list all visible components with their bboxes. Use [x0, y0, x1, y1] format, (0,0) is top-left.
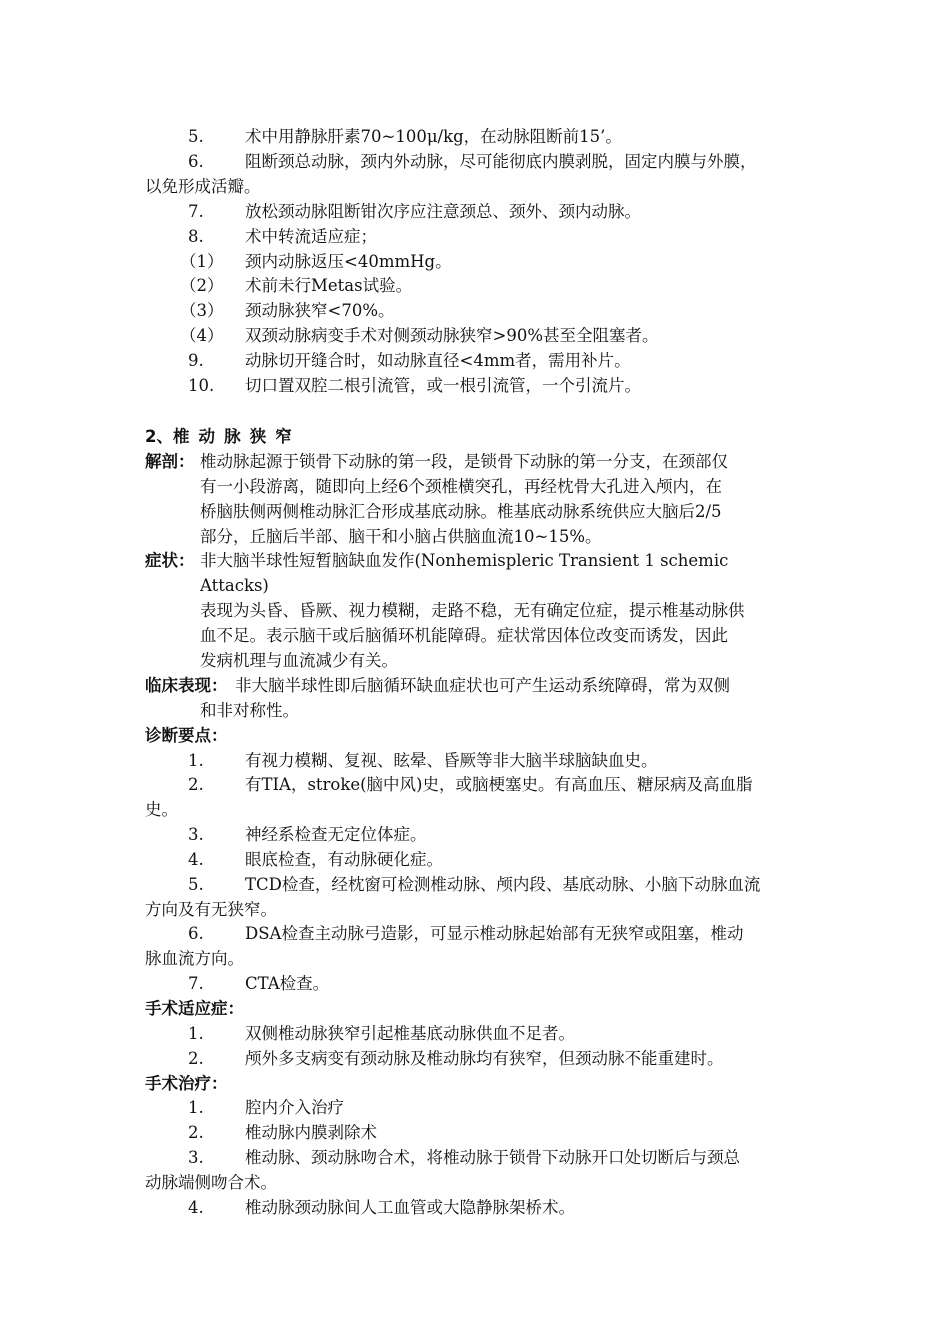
anatomy-text: 椎动脉起源于锁骨下动脉的第一段，是锁骨下动脉的第一分支，在颈部仅: [200, 452, 728, 471]
anatomy-text: 桥脑肤侧两侧椎动脉汇合形成基底动脉。椎基底动脉系统供应大脑后2/5: [200, 502, 722, 521]
sub-item-number: （3）: [180, 301, 224, 320]
section-number: 2、: [145, 427, 173, 446]
list-item-continuation: 史。: [145, 800, 178, 819]
list-item-text: DSA检查主动脉弓造影，可显示椎动脉起始部有无狭窄或阻塞，椎动: [245, 924, 744, 943]
list-item-number: 1.: [188, 751, 204, 770]
list-item-number: 10.: [188, 376, 215, 395]
sub-item-number: （4）: [180, 326, 224, 345]
section-heading: [145, 425, 301, 449]
anatomy-text: 部分，丘脑后半部、脑干和小脑占供脑血流10~15%。: [200, 527, 602, 546]
list-item-text: 神经系检查无定位体症。: [245, 825, 427, 844]
list-item-number: 2.: [188, 1123, 204, 1142]
list-item-continuation: 以免形成活瓣。: [145, 177, 261, 196]
symptoms-label: 症状：: [145, 551, 195, 570]
list-item-number: 4.: [188, 850, 204, 869]
list-item-text: 切口置双腔二根引流管，或一根引流管，一个引流片。: [245, 376, 641, 395]
list-item-text: 阻断颈总动脉，颈内外动脉，尽可能彻底内膜剥脱，固定内膜与外膜，: [245, 152, 757, 171]
sub-item-number: （2）: [180, 276, 224, 295]
list-item-number: 6.: [188, 152, 204, 171]
list-item-number: 7.: [188, 202, 204, 221]
list-item-text: 颅外多支病变有颈动脉及椎动脉均有狭窄，但颈动脉不能重建时。: [245, 1049, 724, 1068]
list-item-number: 3.: [188, 825, 204, 844]
list-item-text: 眼底检查，有动脉硬化症。: [245, 850, 443, 869]
anatomy-text: 有一小段游离，随即向上经6个颈椎横突孔，再经枕骨大孔进入颅内，在: [200, 477, 722, 496]
list-item-text: 椎动脉内膜剥除术: [245, 1123, 377, 1142]
list-item-text: TCD检查，经枕窗可检测椎动脉、颅内段、基底动脉、小脑下动脉血流: [245, 875, 761, 894]
list-item-number: 5.: [188, 875, 204, 894]
list-item-text: 椎动脉颈动脉间人工血管或大隐静脉架桥术。: [245, 1198, 575, 1217]
clinical-text: 非大脑半球性即后脑循环缺血症状也可产生运动系统障碍，常为双侧: [235, 676, 730, 695]
list-item-number: 1.: [188, 1024, 204, 1043]
symptoms-text: Attacks): [200, 576, 269, 595]
clinical-label: 临床表现：: [145, 676, 228, 695]
diagnosis-label: 诊断要点：: [145, 726, 228, 745]
list-item-text: 腔内介入治疗: [245, 1098, 344, 1117]
symptoms-text: 发病机理与血流减少有关。: [200, 651, 398, 670]
list-item-number: 5.: [188, 127, 204, 146]
list-item-number: 7.: [188, 974, 204, 993]
list-item-number: 3.: [188, 1148, 204, 1167]
symptoms-text: 血不足。表示脑干或后脑循环机能障碍。症状常因体位改变而诱发，因此: [200, 626, 728, 645]
list-item-text: 有TIA，stroke(脑中风)史，或脑梗塞史。有高血压、糖尿病及高血脂: [245, 775, 753, 794]
list-item-number: 9.: [188, 351, 204, 370]
list-item-text: 术中转流适应症；: [245, 227, 377, 246]
list-item-number: 1.: [188, 1098, 204, 1117]
list-item-continuation: 方向及有无狭窄。: [145, 900, 277, 919]
clinical-text: 和非对称性。: [200, 701, 299, 720]
symptoms-text: 非大脑半球性短暂脑缺血发作(Nonhemispleric Transient 1 schemic: [200, 551, 729, 570]
section-title: 椎动脉狭窄: [172, 427, 301, 446]
list-item-text: CTA检查。: [245, 974, 330, 993]
list-item-number: 6.: [188, 924, 204, 943]
symptoms-text: 表现为头昏、昏厥、视力模糊，走路不稳，无有确定位症，提示椎基动脉供: [200, 601, 745, 620]
list-item-continuation: 动脉端侧吻合术。: [145, 1173, 277, 1192]
treatment-label: 手术治疗：: [145, 1074, 228, 1093]
list-item-number: 2.: [188, 775, 204, 794]
list-item-number: 8.: [188, 227, 204, 246]
list-item-text: 术中用静脉肝素70~100μ/kg，在动脉阻断前15’。: [245, 127, 622, 146]
list-item-text: 有视力模糊、复视、眩晕、昏厥等非大脑半球脑缺血史。: [245, 751, 658, 770]
list-item-continuation: 脉血流方向。: [145, 949, 244, 968]
indications-label: 手术适应症：: [145, 999, 244, 1018]
list-item-number: 4.: [188, 1198, 204, 1217]
list-item-text: 椎动脉、颈动脉吻合术，将椎动脉于锁骨下动脉开口处切断后与颈总: [245, 1148, 740, 1167]
sub-item-text: 术前未行Metas试验。: [245, 276, 413, 295]
sub-item-number: （1）: [180, 252, 224, 271]
list-item-text: 动脉切开缝合时，如动脉直径<4mm者，需用补片。: [245, 351, 631, 370]
list-item-text: 双侧椎动脉狭窄引起椎基底动脉供血不足者。: [245, 1024, 575, 1043]
anatomy-label: 解剖：: [145, 452, 195, 471]
sub-item-text: 双颈动脉病变手术对侧颈动脉狭窄>90%甚至全阻塞者。: [245, 326, 659, 345]
list-item-text: 放松颈动脉阻断钳次序应注意颈总、颈外、颈内动脉。: [245, 202, 641, 221]
sub-item-text: 颈内动脉返压<40mmHg。: [245, 252, 452, 271]
list-item-number: 2.: [188, 1049, 204, 1068]
sub-item-text: 颈动脉狭窄<70%。: [245, 301, 395, 320]
